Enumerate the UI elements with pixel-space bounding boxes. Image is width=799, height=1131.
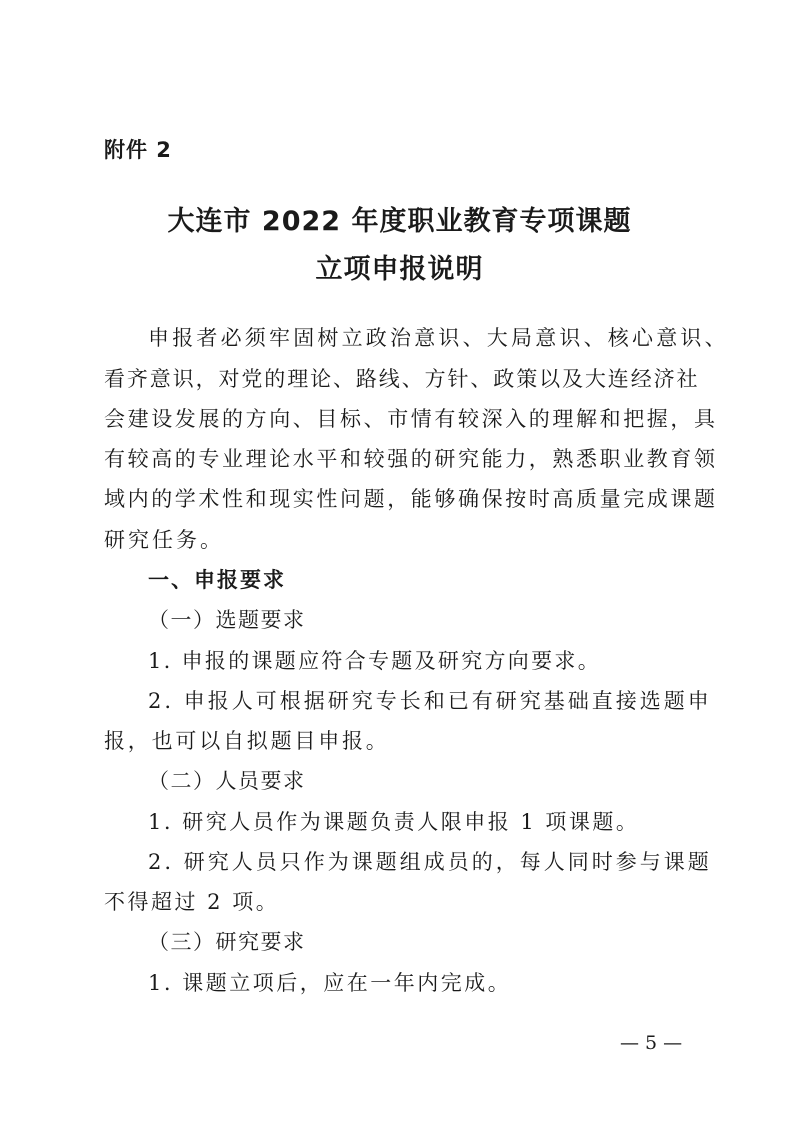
subsection-2-heading: （二）人员要求 <box>148 769 306 793</box>
subsection-2-item-2-line-1: 2. 研究人员只作为课题组成员的，每人同时参与课题 <box>148 850 712 874</box>
document-title-line-2: 立项申报说明 <box>315 254 484 285</box>
subsection-1-item-1: 1. 申报的课题应符合专题及研究方向要求。 <box>148 649 602 673</box>
subsection-1-item-2-line-1: 2. 申报人可根据研究专长和已有研究基础直接选题申 <box>148 689 712 713</box>
intro-line-1: 申报者必须牢固树立政治意识、大局意识、核心意识、 <box>148 326 729 350</box>
intro-line-5: 域内的学术性和现实性问题，能够确保按时高质量完成课题 <box>104 487 718 511</box>
subsection-2-item-1: 1. 研究人员作为课题负责人限申报 1 项课题。 <box>148 810 640 834</box>
page-number: — 5 — <box>620 1032 683 1054</box>
subsection-3-heading: （三）研究要求 <box>148 930 306 954</box>
section-1-heading: 一、申报要求 <box>148 568 286 592</box>
intro-line-4: 有较高的专业理论水平和较强的研究能力，熟悉职业教育领 <box>104 447 718 471</box>
intro-line-2: 看齐意识，对党的理论、路线、方针、政策以及大连经济社 <box>104 367 700 391</box>
intro-line-3: 会建设发展的方向、目标、市情有较深入的理解和把握，具 <box>104 407 718 431</box>
attachment-label: 附件 2 <box>104 138 172 162</box>
subsection-3-item-1: 1. 课题立项后，应在一年内完成。 <box>148 971 512 995</box>
subsection-1-item-2-line-2: 报，也可以自拟题目申报。 <box>104 729 390 753</box>
intro-line-6: 研究任务。 <box>104 528 224 552</box>
document-title-line-1: 大连市 2022 年度职业教育专项课题 <box>167 206 632 237</box>
subsection-2-item-2-line-2: 不得超过 2 项。 <box>104 890 280 914</box>
subsection-1-heading: （一）选题要求 <box>148 608 306 632</box>
